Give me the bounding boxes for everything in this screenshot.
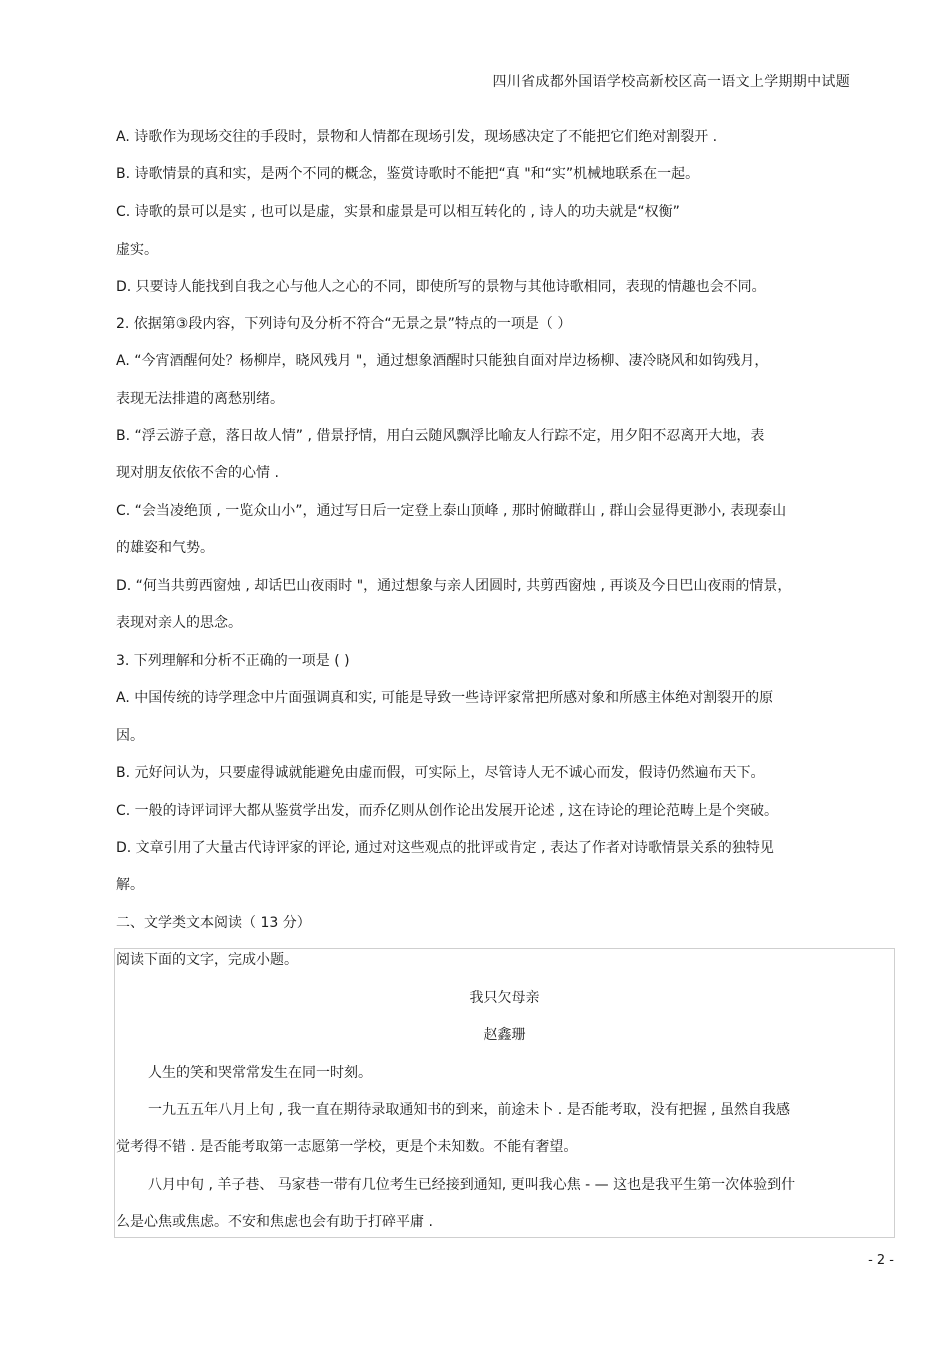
option-2a: A. “今宵酒醒何处？杨柳岸，晓风残月 "，通过想象酒醒时只能独自面对岸边杨柳、凄冷晓风和如钩残月， (116, 353, 769, 369)
page-number: - 2 - (868, 1253, 894, 1268)
section-heading: 二、文学类文本阅读（ 13 分） (116, 915, 311, 931)
question-2: 2. 依据第③段内容，下列诗句及分析不符合“无景之景”特点的一项是（ ） (116, 316, 572, 332)
passage-paragraph-cont: 觉考得不错 . 是否能考取第一志愿第一学校，更是个未知数。不能有奢望。 (116, 1139, 578, 1155)
option-3a: A. 中国传统的诗学理念中片面强调真和实, 可能是导致一些诗评家常把所感对象和所感主体绝对割裂开的原 (116, 690, 774, 706)
passage-intro: 阅读下面的文字，完成小题。 (116, 952, 298, 968)
option-3d: D. 文章引用了大量古代诗评家的评论, 通过对这些观点的批评或肯定 , 表达了作者对诗歌情景关系的独特见 (116, 840, 774, 856)
option-1d: D. 只要诗人能找到自我之心与他人之心的不同，即使所写的景物与其他诗歌相同，表现的情趣也会不同。 (116, 279, 766, 295)
option-3c: C. 一般的诗评词评大都从鉴赏学出发，而乔亿则从创作论出发展开论述 , 这在诗论的理论范畴上是个突破。 (116, 803, 779, 819)
passage-paragraph: 八月中旬 , 羊子巷、 马家巷一带有几位考生已经接到通知, 更叫我心焦 - — 这也是我平生第一次体验到什 (148, 1177, 796, 1193)
option-2b-cont: 现对朋友依依不舍的心情 . (116, 465, 279, 481)
option-2a-cont: 表现无法排遣的离愁别绪。 (116, 391, 284, 407)
passage-title: 我只欠母亲 (469, 990, 540, 1006)
option-1c-cont: 虚实。 (116, 242, 158, 258)
option-1a: A. 诗歌作为现场交往的手段时，景物和人情都在现场引发，现场感决定了不能把它们绝对割裂开 . (116, 129, 718, 145)
option-3b: B. 元好问认为，只要虚得诚就能避免由虚而假，可实际上，尽管诗人无不诚心而发，假诗仍然遍布天下。 (116, 765, 765, 781)
page-header: 四川省成都外国语学校高新校区高一语文上学期期中试题 (492, 74, 850, 90)
option-2c-cont: 的雄姿和气势。 (116, 540, 214, 556)
passage-paragraph-cont: 么是心焦或焦虑。不安和焦虑也会有助于打碎平庸 . (116, 1214, 433, 1230)
option-3d-cont: 解。 (116, 877, 144, 893)
option-2d-cont: 表现对亲人的思念。 (116, 615, 242, 631)
option-2d: D. “何当共剪西窗烛 , 却话巴山夜雨时 "，通过想象与亲人团圆时, 共剪西窗烛 , 再谈及今日巴山夜雨的情景， (116, 578, 792, 594)
option-1c: C. 诗歌的景可以是实 , 也可以是虚，实景和虚景是可以相互转化的 , 诗人的功夫就是“权衡” (116, 204, 680, 220)
option-2c: C. “会当凌绝顶 , 一览众山小”，通过写日后一定登上泰山顶峰 , 那时俯瞰群山 , 群山会显得更渺小, 表现泰山 (116, 503, 787, 519)
option-1b: B. 诗歌情景的真和实，是两个不同的概念，鉴赏诗歌时不能把“真 "和“实”机械地联系在一起。 (116, 166, 700, 182)
option-2b: B. “浮云游子意，落日故人情” , 借景抒情，用白云随风飘浮比喻友人行踪不定，用夕阳不忍离开大地，表 (116, 428, 765, 444)
question-3: 3. 下列理解和分析不正确的一项是 ( ) (116, 653, 350, 669)
option-3a-cont: 因。 (116, 728, 144, 744)
passage-paragraph: 一九五五年八月上旬 , 我一直在期待录取通知书的到来，前途未卜 . 是否能考取，没有把握 , 虽然自我感 (148, 1102, 791, 1118)
passage-paragraph: 人生的笑和哭常常发生在同一时刻。 (148, 1065, 372, 1081)
passage-author: 赵鑫珊 (483, 1027, 526, 1043)
